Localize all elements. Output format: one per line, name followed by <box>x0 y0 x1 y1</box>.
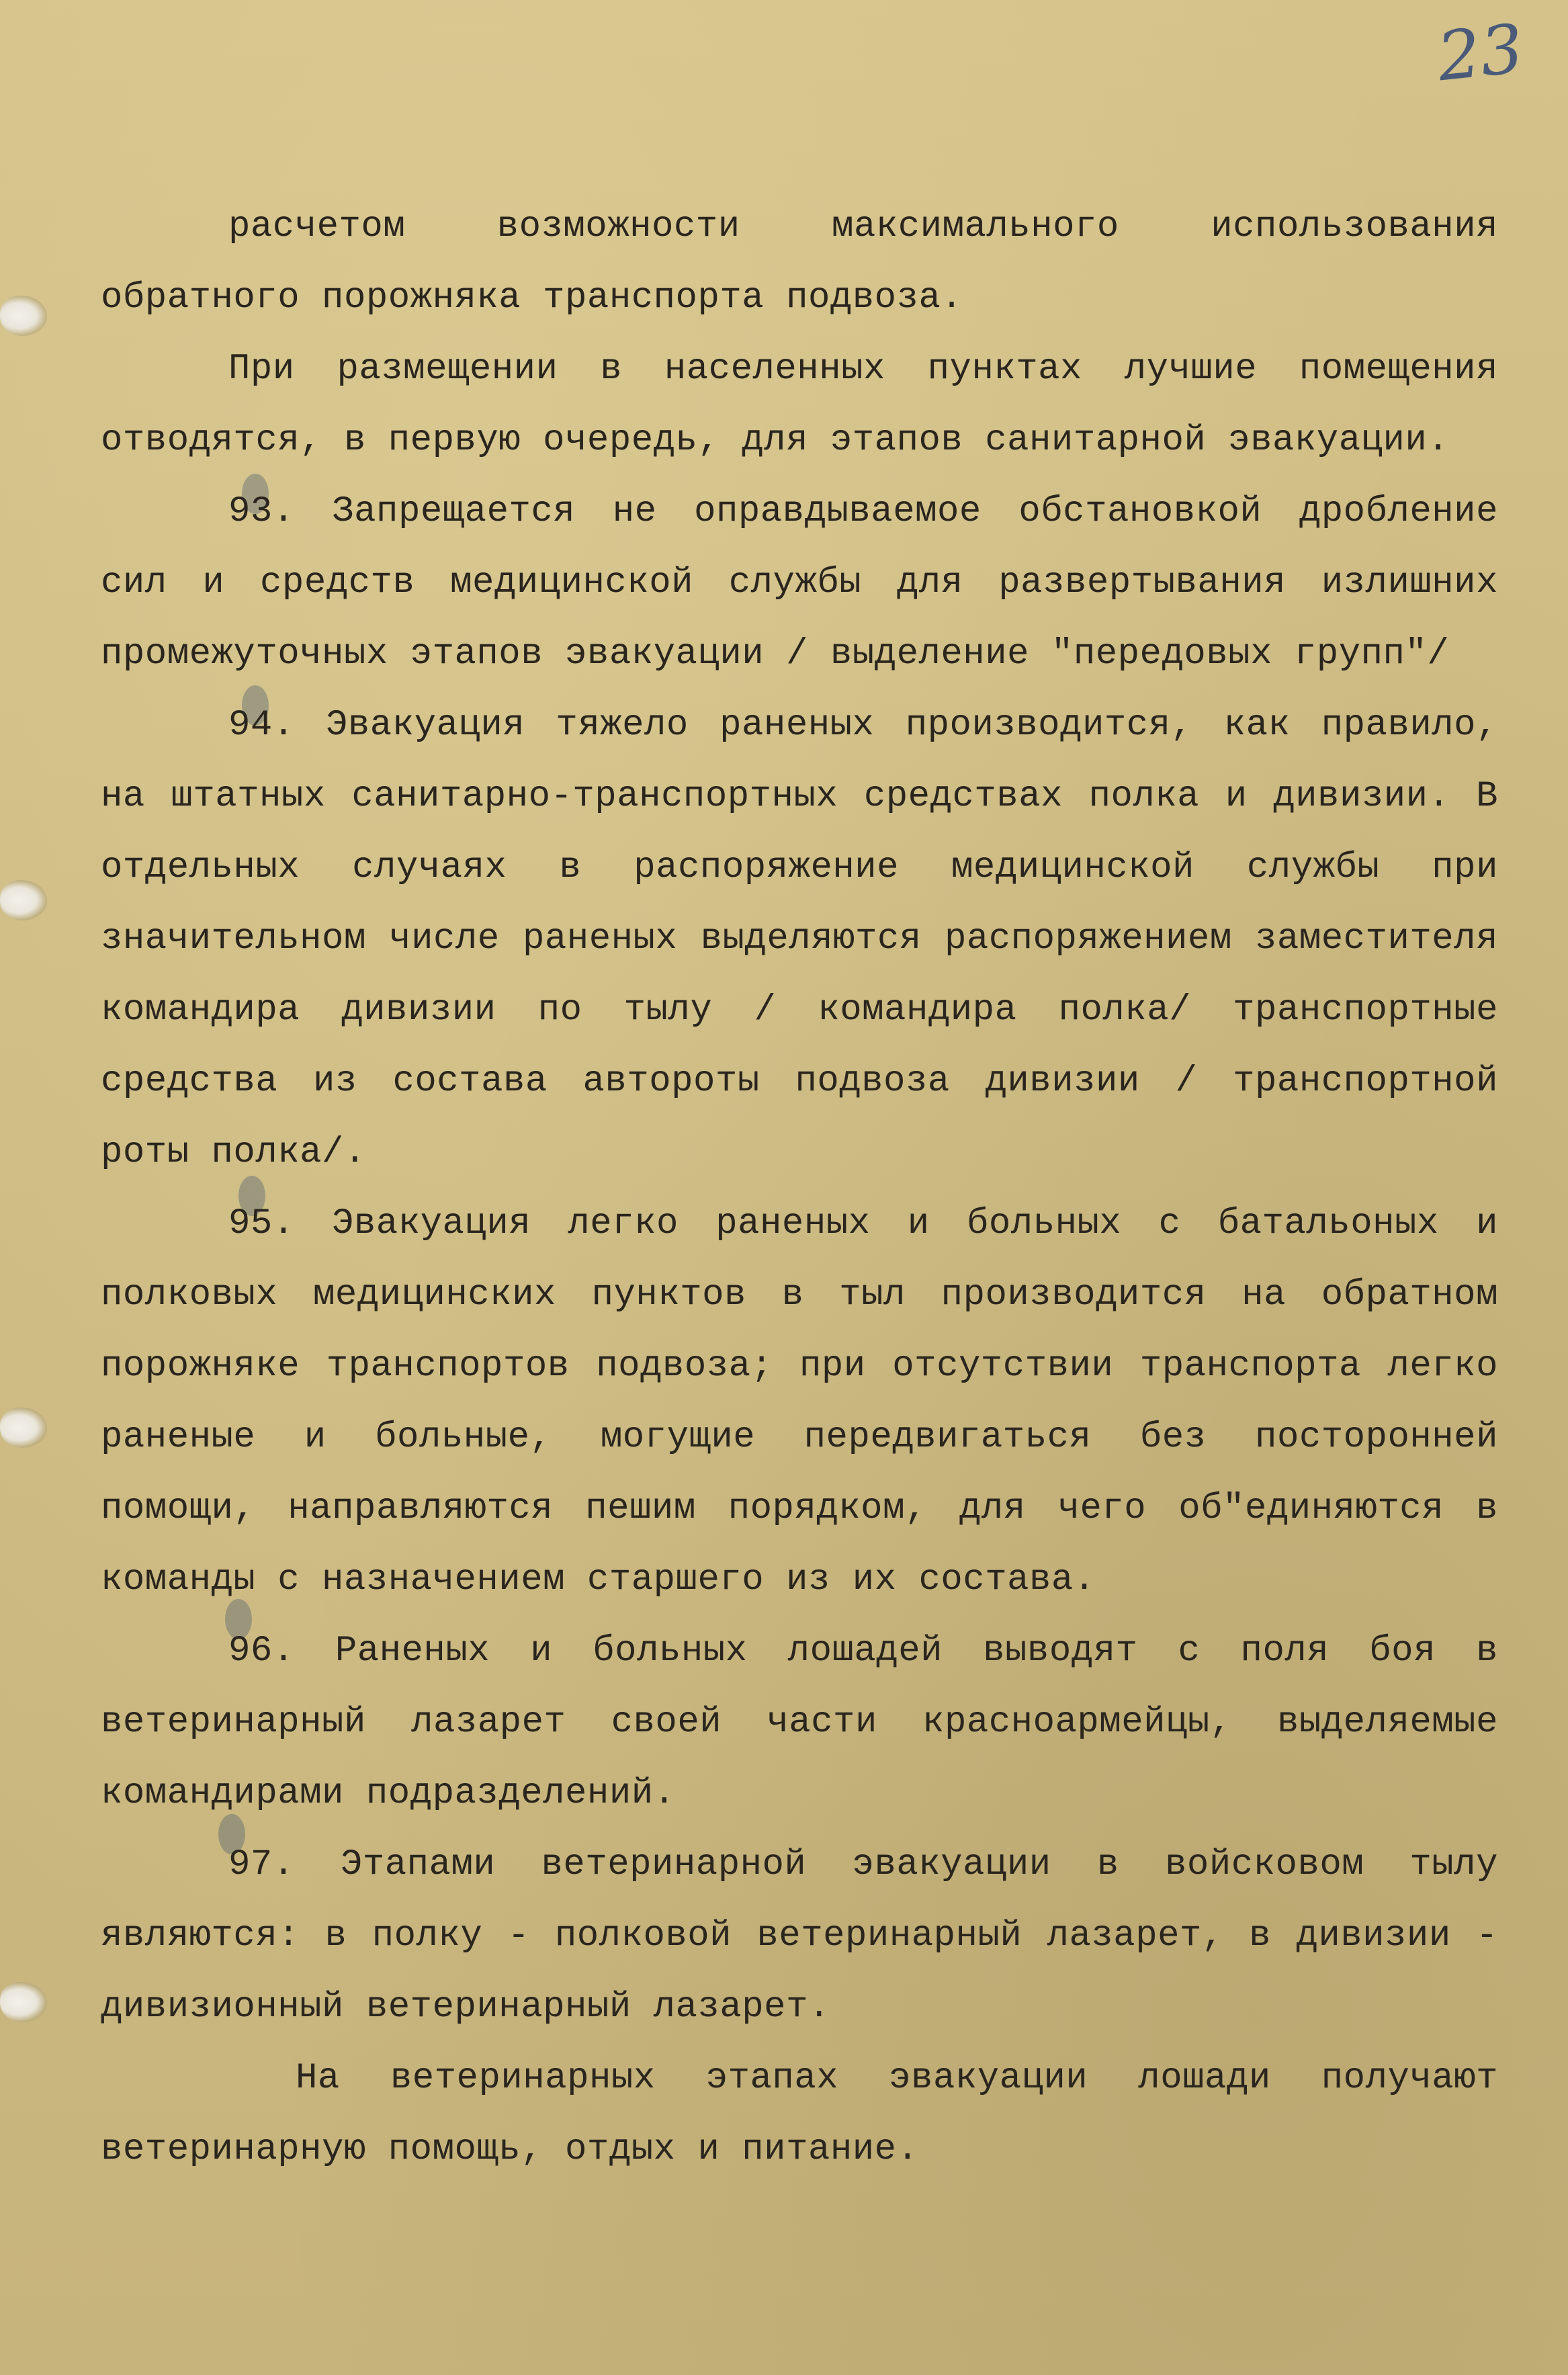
punch-hole <box>0 296 47 336</box>
paragraph-97: 97. Этапами ветеринарной эвакуации в войсковом тылу являются: в полку - полковой ветеринарный лазарет, в дивизии - дивизионный ветеринарный лазарет. <box>101 1844 1498 2028</box>
punch-hole <box>0 1408 47 1448</box>
paragraph: расчетом возможности максимального использования обратного порожняка транспорта подвоза. <box>101 206 1498 318</box>
document-body <box>101 191 1498 2186</box>
paragraph-94: 94. Эвакуация тяжело раненых производится, как правило, на штатных санитарно-транспортных средствах полка и дивизии. В отдельных случаях в распоряжение медицинской службы при значительном числе раненых выделяются распоряжением заместителя командира дивизии по тылу / командира полка/ транспортные средства из состава автороты подвоза дивизии / транспортной роты полка/. <box>101 705 1498 1173</box>
paragraph-95: 95. Эвакуация легко раненых и больных с батальоных и полковых медицинских пунктов в тыл производится на обратном порожняке транспортов подвоза; при отсутствии транспорта легко раненые и больные, могущие передвигаться без посторонней помощи, направляются пешим порядком, для чего об"единяются в команды с назначением старшего из их состава. <box>101 1203 1498 1600</box>
paragraph: На ветеринарных этапах эвакуации лошади получают ветеринарную помощь, отдых и питание. <box>101 2058 1498 2170</box>
paragraph-96: 96. Раненых и больных лошадей выводят с поля боя в ветеринарный лазарет своей части красноармейцы, выделяемые командирами подразделений. <box>101 1631 1498 1814</box>
paragraph-93: 93. Запрещается не оправдываемое обстановкой дробление сил и средств медицинской службы для развертывания излишних промежуточных этапов эвакуации / выделение "передовых групп"/ <box>101 491 1498 675</box>
punch-hole <box>0 1982 47 2022</box>
paragraph: При размещении в населенных пунктах лучшие помещения отводятся, в первую очередь, для этапов санитарной эвакуации. <box>101 349 1498 461</box>
punch-hole <box>0 880 47 920</box>
page-number: 23 <box>1434 9 1528 97</box>
